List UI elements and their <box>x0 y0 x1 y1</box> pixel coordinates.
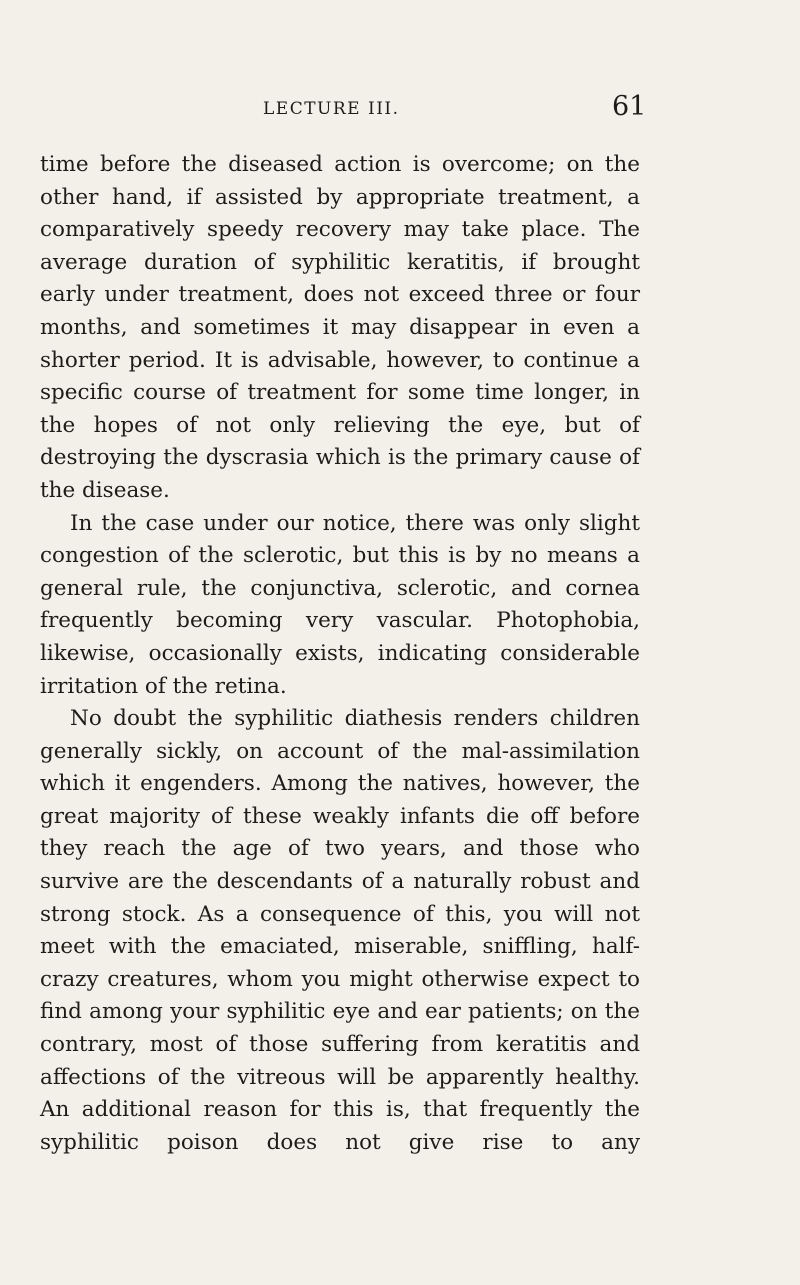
paragraph: time before the diseased action is overcome; on the other hand, if assisted by appropriate treatment, a comparatively speedy recovery may take place. The average duration of syphilitic keratitis, if brought early under treatment, does not exceed three or four months, and sometimes it may disappear in even a shorter period. It is advisable, however, to continue a specific course of treatment for some time longer, in the hopes of not only relieving the eye, but of destroying the dyscrasia which is the primary cause of the disease. <box>40 152 640 503</box>
paragraph: In the case under our notice, there was only slight congestion of the sclerotic, but this is by no means a general rule, the conjunctiva, sclerotic, and cornea frequently becoming very vascular. Photophobia, likewise, occasionally exists, indicating considerable irritation of the retina. <box>40 510 640 699</box>
running-title: LECTURE III. <box>263 99 400 119</box>
body-text <box>40 149 640 1159</box>
paragraph: No doubt the syphilitic diathesis renders children generally sickly, on account of the mal-assimilation which it engenders. Among the natives, however, the great majority of these weakly infants die off before they reach the age of two years, and those who survive are the descendants of a naturally robust and strong stock. As a consequence of this, you will not meet with the emaciated, miserable, sniffling, half-crazy creatures, whom you might otherwise expect to find among your syphilitic eye and ear patients; on the contrary, most of those suffering from keratitis and affections of the vitreous will be apparently healthy. An additional reason for this is, that frequently the syphilitic poison does not give rise to any <box>40 706 640 1155</box>
running-head <box>0 91 800 131</box>
page-number: 61 <box>612 91 647 122</box>
